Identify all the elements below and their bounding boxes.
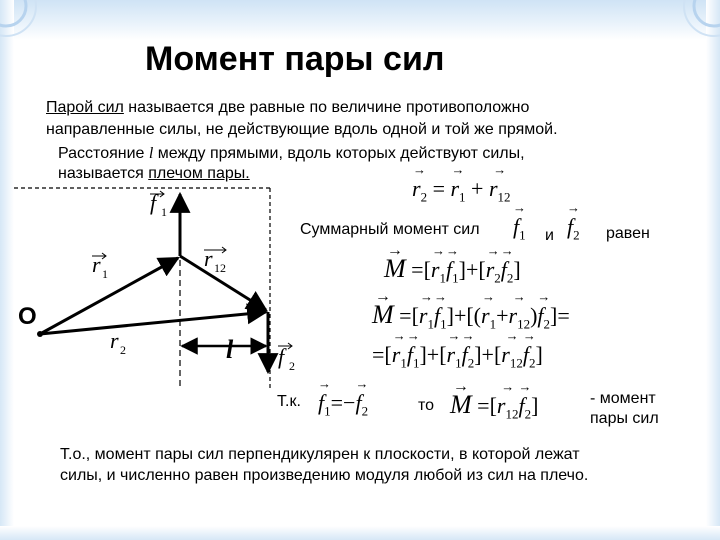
label-f1: f [150,190,157,215]
label-r1-index: 1 [102,267,108,281]
slide-frame-left [0,0,14,540]
vec-r12: → $r_{12}$ [489,176,511,205]
slide-frame-bottom [0,526,720,540]
corner-swirl-top-left [0,0,48,48]
conclusion-line-2: силы, и численно равен произведению модуля любой из сил на плечо. [60,467,589,484]
origin-label: O [18,303,37,330]
formula-forces-opposite: → $f_1=-\to f_2$ [318,390,368,419]
label-arm-l: l [226,335,234,364]
arm-term: плечом пары. [148,165,250,182]
equals-word: равен [606,225,650,242]
formula-moment-split: =[→ $r_1\to f_1]+[\to r_1\to f_2]+[\to r_{12}\to f_2]$ [372,342,543,371]
arm-pre: называется [58,165,149,182]
definition-term: Парой сил [46,99,124,116]
slide-frame-top [0,0,720,40]
definition-line-1 [46,98,529,118]
distance-post: между прямыми, вдоль которых действуют силы, [153,145,525,162]
formula-moment-expanded: → M =[→ $r_1\to f_1]+[(\to r_1+\to r_{12})\to f_2]=$ [372,300,570,332]
total-moment-text: Суммарный момент сил [300,221,480,238]
eq-sign: = [432,176,445,201]
formula-moment-final: → M =[→ $r_{12}\to f_2$] [450,390,538,422]
distance-symbol: l [148,145,154,162]
plus-sign: + [471,176,484,201]
distance-pre: Расстояние [58,145,149,162]
vec-r2: → $r_2$ [412,176,427,205]
since-word: Т.к. [277,393,301,410]
moment-label-1: - момент [590,390,656,407]
label-r12-index: 12 [214,261,226,275]
slide-frame-right [706,0,720,540]
origin-point [37,331,43,337]
formula-moment-sum: → M =[→ $r_1\to f_1]+[\to r_2\to f_2]$ [384,254,521,286]
label-f2-index: 2 [289,359,295,373]
definition-rest: называется две равные по величине противоположно [123,99,530,116]
conclusion-line-1: Т.о., момент пары сил перпендикулярен к плоскости, в которой лежат [60,446,580,463]
vec-f1-inline: → $f_1$ [513,214,526,243]
label-r12: r [204,246,213,271]
label-f2: f [278,344,285,369]
vec-M: → M [384,254,406,284]
label-r2: r [110,328,119,353]
distance-line-1 [58,144,525,164]
vec-r1: → $r_1$ [450,176,465,205]
label-f1-index: 1 [161,205,167,219]
and-word: и [545,227,554,244]
label-r2-index: 2 [120,343,126,357]
slide-title: Момент пары сил [145,40,445,78]
label-r1: r [92,252,101,277]
force-couple-diagram [14,180,314,400]
then-word: то [418,397,435,414]
corner-swirl-top-right [672,0,720,48]
definition-line-2: направленные силы, не действующие вдоль одной и той же прямой. [46,121,558,138]
formula-r2-sum [412,176,511,205]
moment-label-2: пары сил [590,410,659,427]
vec-f2-inline: → $f_2$ [567,214,580,243]
